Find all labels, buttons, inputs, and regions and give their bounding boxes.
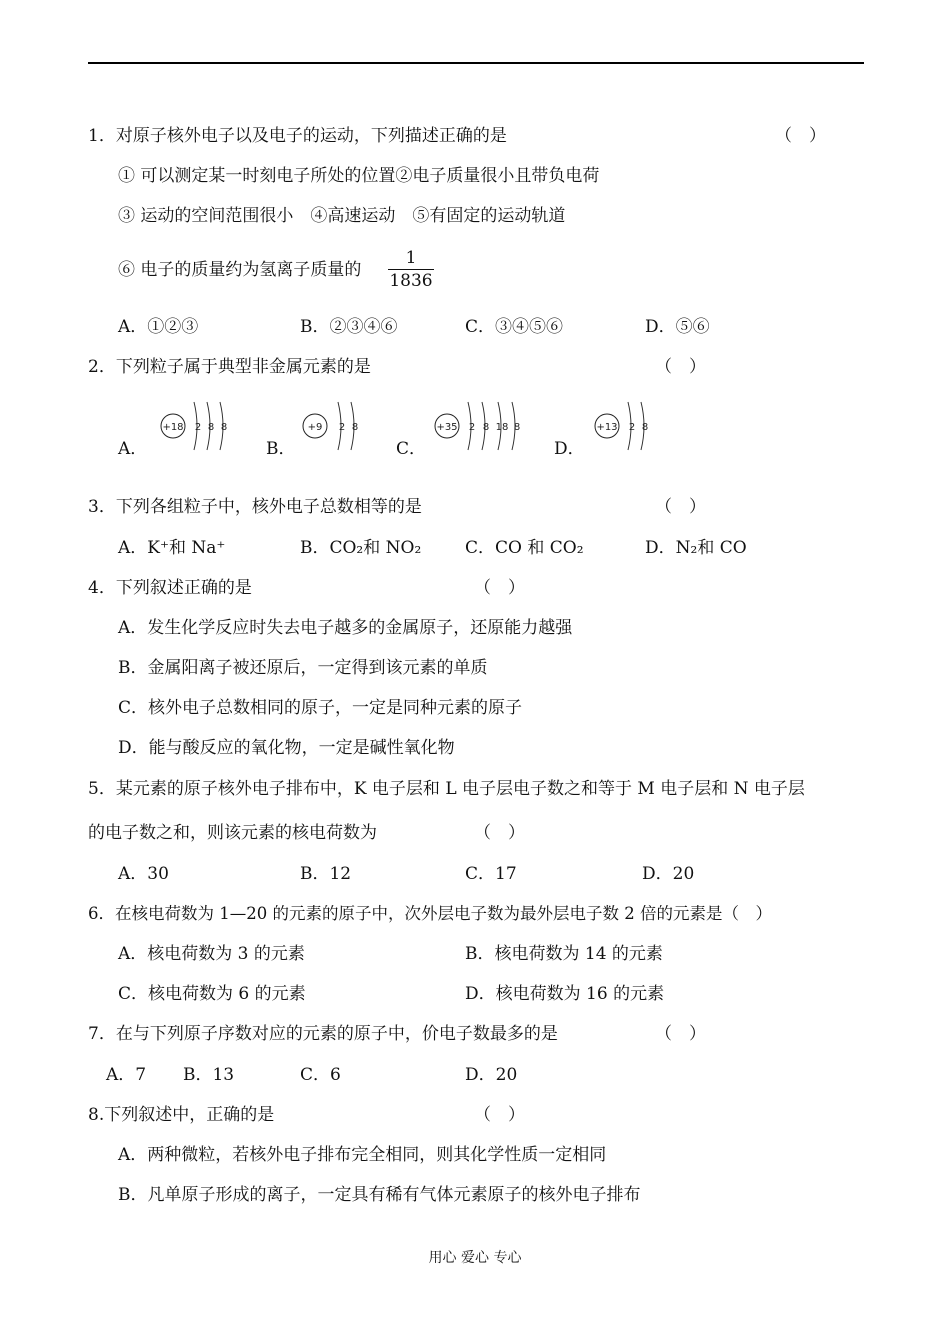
- q2-atom-diagram-a: [158, 398, 238, 456]
- q4-option-c: C．核外电子总数相同的原子，一定是同种元素的原子: [118, 698, 523, 718]
- q7-stem: 7．在与下列原子序数对应的元素的原子中，价电子数最多的是: [88, 1024, 558, 1044]
- q2-atom-b-nucleus: +9: [307, 422, 323, 433]
- q8-answer-paren: （ ）: [474, 1105, 525, 1125]
- header-rule: [88, 62, 864, 64]
- q1-item-2: ③ 运动的空间范围很小 ④高速运动 ⑤有固定的运动轨道: [118, 206, 566, 226]
- q6-option-d: D．核电荷数为 16 的元素: [465, 984, 665, 1004]
- q2-atom-c-nucleus: +35: [436, 422, 458, 433]
- q2-atom-a-shell-1: 2: [194, 422, 202, 433]
- q2-atom-c-shell-4: 8: [513, 422, 521, 433]
- q7-answer-paren: （ ）: [655, 1024, 706, 1044]
- q2-atom-a-shell-3: 8: [220, 422, 228, 433]
- q2-atom-d-nucleus: +13: [596, 422, 618, 433]
- q1-option-c: C．③④⑤⑥: [465, 317, 564, 337]
- q2-atom-a-shell-2: 8: [207, 422, 215, 433]
- q1-option-d: D．⑤⑥: [645, 317, 710, 337]
- q5-option-b: B．12: [300, 864, 352, 884]
- q2-option-d: D．: [554, 439, 585, 459]
- q6-stem: 6．在核电荷数为 1—20 的元素的原子中，次外层电子数为最外层电子数 2 倍的元素是（ ）: [88, 904, 772, 923]
- q3-stem: 3．下列各组粒子中，核外电子总数相等的是: [88, 497, 422, 517]
- q1-fraction-denominator: 1836: [389, 271, 433, 291]
- q1-fraction-numerator: 1: [405, 248, 417, 268]
- q4-answer-paren: （ ）: [474, 578, 525, 598]
- q3-option-d: D．N₂和 CO: [645, 538, 747, 558]
- q5-stem: 5．某元素的原子核外电子排布中，K 电子层和 L 电子层电子数之和等于 M 电子层和 N 电子层: [88, 779, 805, 799]
- q1-fraction: [388, 247, 434, 292]
- q8-stem: 8.下列叙述中，正确的是: [88, 1105, 275, 1125]
- q2-atom-d-shell-1: 2: [628, 422, 636, 433]
- q2-atom-diagram-d: [592, 398, 662, 456]
- q1-item-1: ① 可以测定某一时刻电子所处的位置②电子质量很小且带负电荷: [118, 166, 600, 186]
- q2-option-b: B．: [266, 439, 296, 459]
- q2-atom-diagram-c: [432, 398, 532, 456]
- q4-option-b: B．金属阳离子被还原后，一定得到该元素的单质: [118, 658, 488, 678]
- q2-option-a: A．: [118, 439, 148, 459]
- q1-answer-paren: （ ）: [775, 126, 826, 146]
- q7-option-d: D．20: [465, 1065, 518, 1085]
- q4-option-d: D．能与酸反应的氧化物，一定是碱性氧化物: [118, 738, 455, 758]
- q7-option-c: C．6: [300, 1065, 341, 1085]
- q1-option-b: B．②③④⑥: [300, 317, 398, 337]
- q8-option-b: B．凡单原子形成的离子，一定具有稀有气体元素原子的核外电子排布: [118, 1185, 641, 1205]
- page-footer: 用心 爱心 专心: [428, 1250, 522, 1266]
- q2-atom-c-shell-1: 2: [468, 422, 476, 433]
- q7-option-b: B．13: [183, 1065, 235, 1085]
- q5-option-c: C．17: [465, 864, 517, 884]
- q5-option-a: A．30: [118, 864, 169, 884]
- q1-item-3: ⑥ 电子的质量约为氢离子质量的: [118, 260, 362, 280]
- q1-stem: 1．对原子核外电子以及电子的运动，下列描述正确的是: [88, 126, 507, 146]
- q2-option-c: C．: [396, 439, 427, 459]
- q6-option-b: B．核电荷数为 14 的元素: [465, 944, 663, 964]
- q5-answer-paren: （ ）: [474, 823, 525, 843]
- q2-atom-d-shell-2: 8: [641, 422, 649, 433]
- q3-answer-paren: （ ）: [655, 497, 706, 517]
- q1-option-a: A．①②③: [118, 317, 199, 337]
- q2-atom-diagram-b: [300, 398, 370, 456]
- q7-option-a: A．7: [106, 1065, 147, 1085]
- q6-option-c: C．核电荷数为 6 的元素: [118, 984, 306, 1004]
- q3-option-c: C．CO 和 CO₂: [465, 538, 584, 558]
- q5-stem-continued: 的电子数之和，则该元素的核电荷数为: [88, 823, 377, 843]
- q2-atom-b-shell-1: 2: [338, 422, 346, 433]
- q3-option-b: B．CO₂和 NO₂: [300, 538, 422, 558]
- q5-option-d: D．20: [642, 864, 695, 884]
- q6-option-a: A．核电荷数为 3 的元素: [118, 944, 305, 964]
- q2-stem: 2．下列粒子属于典型非金属元素的是: [88, 357, 371, 377]
- q4-stem: 4．下列叙述正确的是: [88, 578, 252, 598]
- q2-atom-c-shell-3: 18: [495, 422, 509, 433]
- q2-atom-c-shell-2: 8: [482, 422, 490, 433]
- q8-option-a: A．两种微粒，若核外电子排布完全相同，则其化学性质一定相同: [118, 1145, 607, 1165]
- q3-option-a: A．K⁺和 Na⁺: [118, 538, 226, 558]
- q2-answer-paren: （ ）: [655, 357, 706, 377]
- q2-atom-b-shell-2: 8: [351, 422, 359, 433]
- q2-atom-a-nucleus: +18: [162, 422, 184, 433]
- q4-option-a: A．发生化学反应时失去电子越多的金属原子，还原能力越强: [118, 618, 573, 638]
